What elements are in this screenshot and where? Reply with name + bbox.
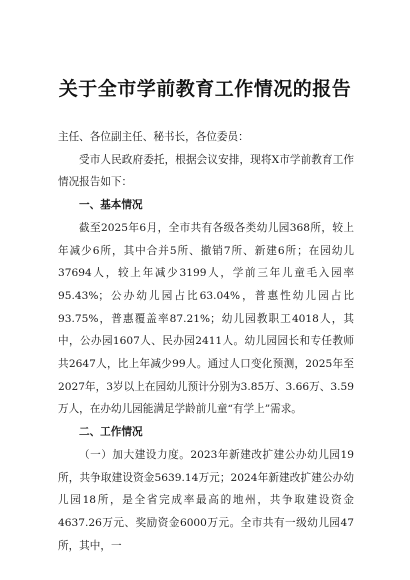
section-paragraph-work: （一）加大建设力度。2023年新建改扩建公办幼儿园19所，共争取建设资金5639.14万元；2024年新建改扩建公办幼儿园18所，是全省完成率最高的地州，共争取建设资金4637.26万元、奖励资金6000万元。全市共有一级幼儿园47所，其中，一 [58, 448, 354, 552]
section-paragraph-basic: 截至2025年6月，全市共有各级各类幼儿园368所，较上年减少6所，其中合并5所、撤销7所、新建6所；在园幼儿37694人，较上年减少3199人，学前三年儿童毛入园率95.43%；公办幼儿园占比63.04%，普惠性幼儿园占比93.75%，普惠覆盖率87.21%；幼儿园教职工4018人，其中，公办园1607人、民办园2411人。幼儿园园长和专任教师共2647人，比上年减少99人。通过人口变化预测，2025年至2027年，3岁以上在园幼儿预计分别为3.85万、3.66万、3.59万人，在办幼儿园能满足学龄前儿童“有学上”需求。 [58, 221, 354, 416]
section-heading-basic: 一、基本情况 [79, 199, 143, 212]
document-body [58, 126, 354, 557]
section-heading-work: 二、工作情况 [79, 426, 143, 439]
document-title: 关于全市学前教育工作情况的报告 [58, 78, 352, 100]
salutation: 主任、各位副主任、秘书长，各位委员： [58, 131, 249, 143]
intro-paragraph: 受市人民政府委托，根据会议安排，现将X市学前教育工作情况报告如下： [58, 153, 354, 189]
